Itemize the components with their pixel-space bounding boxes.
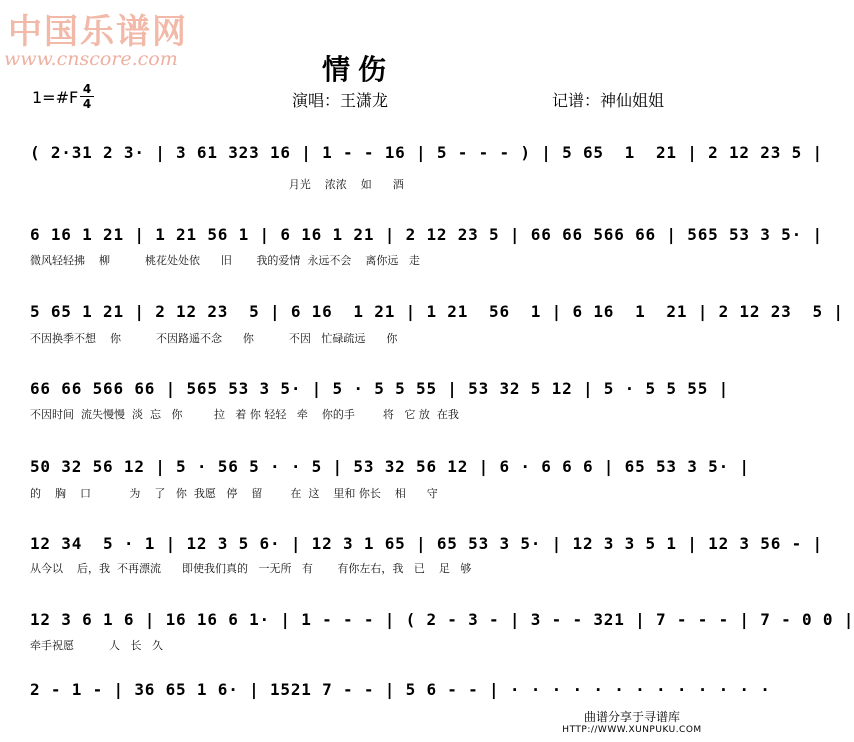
footer-share-text: 曲谱分享于寻谱库 (583, 710, 680, 724)
lyric-line-2: 微风轻轻拂 柳 桃花处处依 旧 我的爱情 永远不会 离你远 走 (30, 254, 420, 267)
music-line-7: 12 3 6 1 6 | 16 16 6 1· | 1 - - - | ( 2 - 3 - | 3 - - 321 | 7 - - - | 7 - 0 0 | (30, 610, 854, 629)
music-line-6: 12 34 5 · 1 | 12 3 5 6· | 12 3 1 65 | 65 53 3 5· | 12 3 3 5 1 | 12 3 56 - | (30, 534, 823, 553)
music-line-3: 5 65 1 21 | 2 12 23 5 | 6 16 1 21 | 1 21 56 1 | 6 16 1 21 | 2 12 23 5 | (30, 302, 844, 321)
music-line-1: ( 2·31 2 3· | 3 61 323 16 | 1 - - 16 | 5 - - - ) | 5 65 1 21 | 2 12 23 5 | (30, 143, 823, 162)
watermark-site-name: 中国乐谱网 (8, 12, 188, 52)
music-line-5: 50 32 56 12 | 5 · 56 5 · · 5 | 53 32 56 12 | 6 · 6 6 6 | 65 53 3 5· | (30, 457, 750, 476)
song-title: 情伤 (321, 53, 394, 86)
music-line-4: 66 66 566 66 | 565 53 3 5· | 5 · 5 5 55 | 53 32 5 12 | 5 · 5 5 55 | (30, 379, 729, 398)
lyric-line-6: 从今以 后，我 不再漂流 即使我们真的 一无所 有 有你左右，我 已 足 够 (30, 562, 472, 575)
lyric-line-7: 牵手祝愿 人 长 久 (30, 639, 163, 652)
music-line-2: 6 16 1 21 | 1 21 56 1 | 6 16 1 21 | 2 12 23 5 | 66 66 566 66 | 565 53 3 5· | (30, 225, 823, 244)
time-signature-top: 4 (82, 82, 92, 96)
lyric-line-1: 月光 浓浓 如 酒 (30, 178, 404, 191)
lyric-line-4: 不因时间 流失慢慢 淡 忘 你 拉 着 你 轻轻 牵 你的手 将 它 放 在我 (30, 408, 459, 421)
singer-credit: 演唱：王潇龙 (292, 91, 389, 110)
footer (550, 708, 714, 735)
footer-url[interactable]: HTTP://WWW.XUNPUKU.COM (562, 725, 702, 735)
music-line-8: 2 - 1 - | 36 65 1 6· | 1521 7 - - | 5 6 - - | · · · · · · · · · · · · · (30, 680, 771, 699)
time-signature-bottom: 4 (82, 97, 92, 111)
watermark-site-url: www.cnscore.com (4, 48, 178, 70)
key-signature: 1=#F (32, 88, 79, 107)
transcriber-credit: 记谱：神仙姐姐 (552, 91, 665, 110)
lyric-line-3: 不因换季不想 你 不因路遥不念 你 不因 忙碌疏远 你 (30, 332, 398, 345)
lyric-line-5: 的 胸 口 为 了 你 我愿 停 留 在 这 里和 你长 相 守 (30, 487, 438, 500)
time-signature (80, 83, 94, 110)
